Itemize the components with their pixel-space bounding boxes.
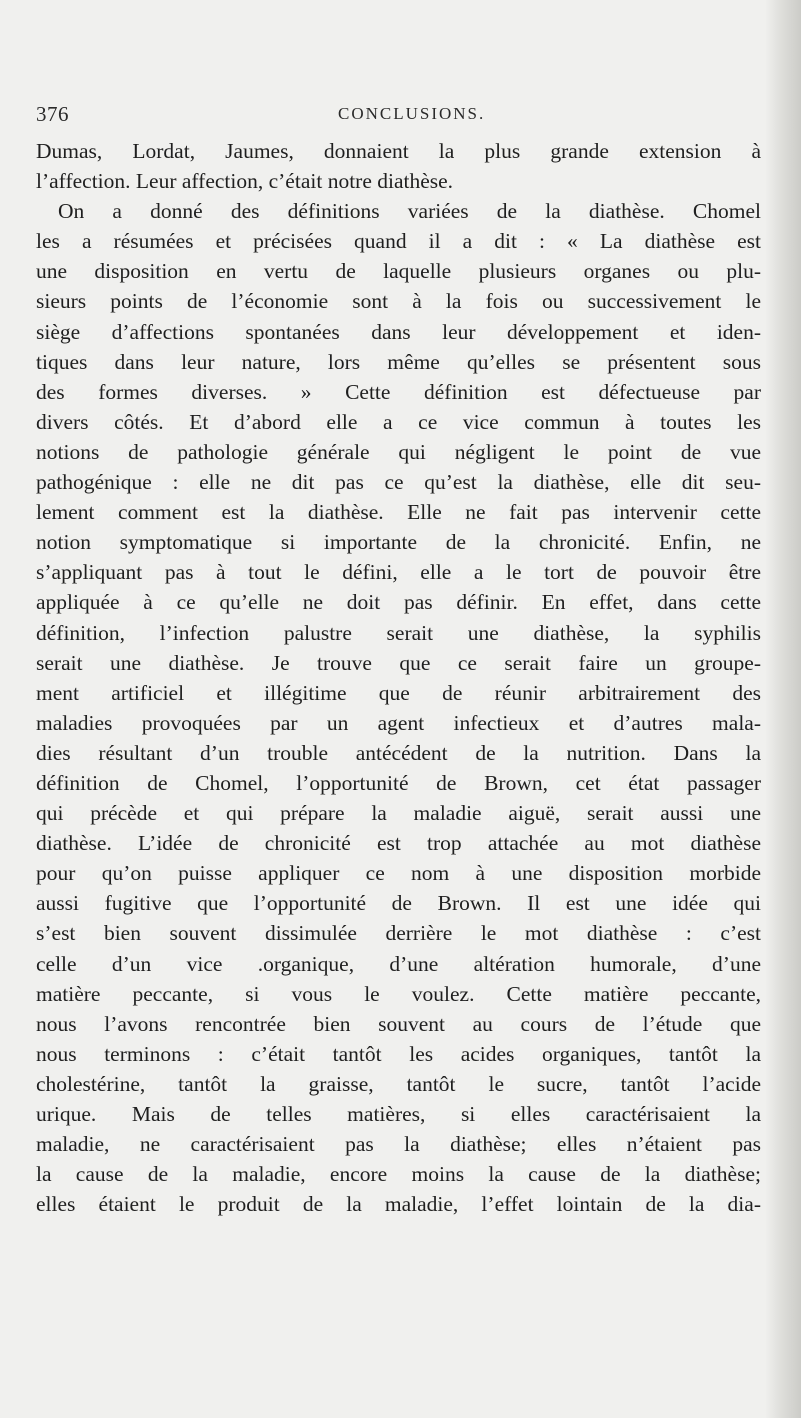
text-line: aussi fugitive que l’opportunité de Brown. Il est une idée qui	[36, 891, 761, 916]
text-line: serait une diathèse. Je trouve que ce serait faire un groupe-	[36, 650, 761, 675]
text-line: matière peccante, si vous le voulez. Cette matière peccante,	[36, 981, 761, 1006]
text-line: elles étaient le produit de la maladie, l’effet lointain de la dia-	[36, 1192, 761, 1217]
text-line: une disposition en vertu de laquelle plusieurs organes ou plu-	[36, 259, 761, 284]
text-line: urique. Mais de telles matières, si elles caractérisaient la	[36, 1102, 761, 1126]
text-line: siège d’affections spontanées dans leur développement et iden-	[36, 319, 761, 344]
text-line: la cause de la maladie, encore moins la cause de la diathèse;	[36, 1162, 761, 1187]
text-line: tiques dans leur nature, lors même qu’elles se présentent sous	[36, 349, 761, 374]
text-line: appliquée à ce qu’elle ne doit pas définir. En effet, dans cette	[36, 590, 761, 615]
text-line: notion symptomatique si importante de la chronicité. Enfin, ne	[36, 530, 761, 555]
text-line: diathèse. L’idée de chronicité est trop attachée au mot diathèse	[36, 831, 761, 856]
text-line: notions de pathologie générale qui négligent le point de vue	[36, 439, 761, 464]
page-number: 376	[36, 102, 69, 126]
text-line: maladie, ne caractérisaient pas la diathèse; elles n’étaient pas	[36, 1132, 761, 1157]
section-title: CONCLUSIONS.	[338, 104, 486, 123]
text-line: divers côtés. Et d’abord elle a ce vice commun à toutes les	[36, 409, 761, 434]
text-line: s’est bien souvent dissimulée derrière le mot diathèse : c’est	[36, 921, 761, 946]
text-line: sieurs points de l’économie sont à la fois ou successivement le	[36, 289, 761, 314]
text-line: qui précède et qui prépare la maladie aiguë, serait aussi une	[36, 801, 761, 826]
text-line: lement comment est la diathèse. Elle ne fait pas intervenir cette	[36, 500, 761, 525]
text-line: pathogénique : elle ne dit pas ce qu’est la diathèse, elle dit seu-	[36, 470, 761, 495]
text-line: définition, l’infection palustre serait une diathèse, la syphilis	[36, 620, 761, 645]
text-line: pour qu’on puisse appliquer ce nom à une disposition morbide	[36, 861, 761, 886]
text-line: celle d’un vice .organique, d’une altération humorale, d’une	[36, 951, 761, 976]
text-line: s’appliquant pas à tout le défini, elle a le tort de pouvoir être	[36, 560, 761, 585]
text-line: maladies provoquées par un agent infectieux et d’autres mala-	[36, 710, 761, 735]
text-line: cholestérine, tantôt la graisse, tantôt le sucre, tantôt l’acide	[36, 1071, 761, 1096]
text-line: nous l’avons rencontrée bien souvent au cours de l’étude que	[36, 1011, 761, 1036]
text-line: dies résultant d’un trouble antécédent de la nutrition. Dans la	[36, 740, 761, 765]
running-head	[36, 98, 756, 130]
text-line: l’affection. Leur affection, c’était notre diathèse.	[36, 169, 454, 194]
body-text	[36, 136, 761, 1219]
page-edge-shadow	[765, 0, 801, 1418]
text-line: Dumas, Lordat, Jaumes, donnaient la plus grande extension à	[36, 139, 761, 163]
text-line: ment artificiel et illégitime que de réunir arbitrairement des	[36, 680, 761, 705]
text-line: définition de Chomel, l’opportunité de Brown, cet état passager	[36, 770, 761, 795]
text-line: On a donné des définitions variées de la diathèse. Chomel	[58, 199, 761, 224]
text-line: les a résumées et précisées quand il a dit : « La diathèse est	[36, 229, 761, 254]
text-line: nous terminons : c’était tantôt les acides organiques, tantôt la	[36, 1041, 761, 1066]
text-line: des formes diverses. » Cette définition est défectueuse par	[36, 379, 761, 404]
